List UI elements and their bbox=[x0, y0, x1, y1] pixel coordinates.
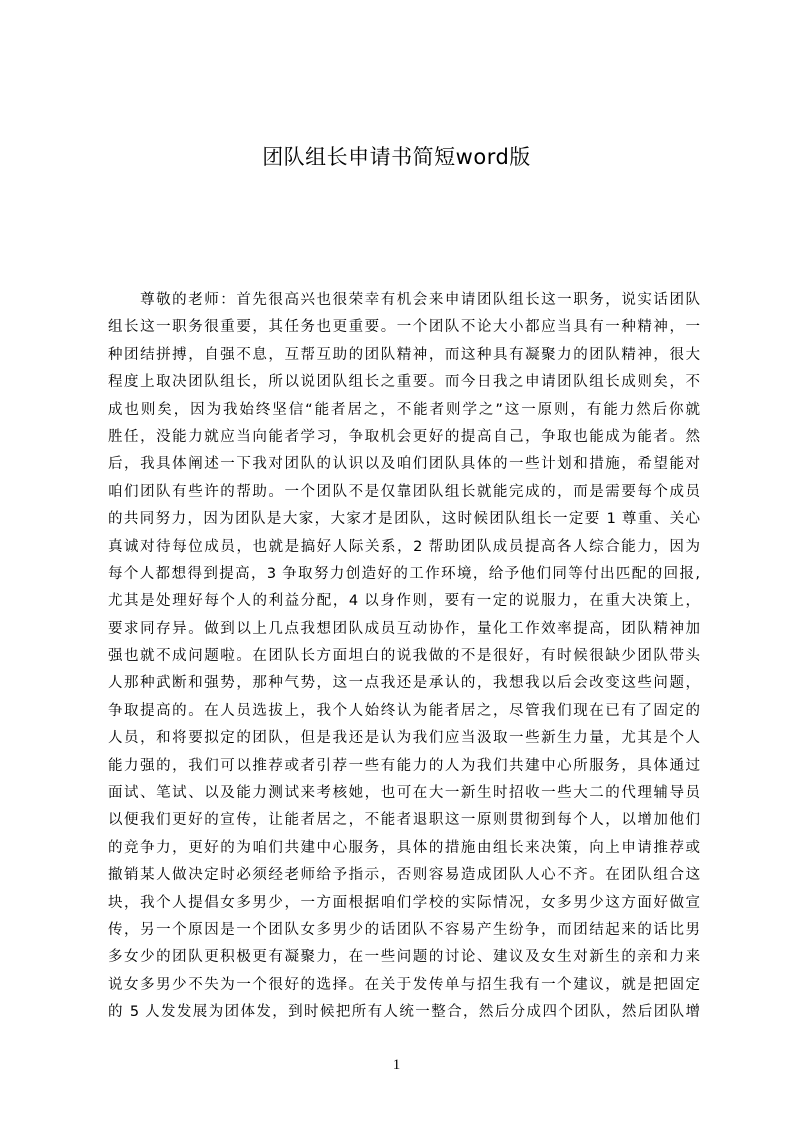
body-line: 真诚对待每位成员，也就是搞好人际关系，2 帮助团队成员提高各人综合能力，因为 bbox=[108, 538, 700, 555]
body-line: 的竞争力，更好的为咱们共建中心服务，具体的措施由组长来决策，向上申请推荐或 bbox=[108, 839, 700, 856]
body-line: 人那种武断和强势，那种气势，这一点我还是承认的，我想我以后会改变这些问题， bbox=[108, 675, 700, 692]
body-line: 程度上取决团队组长，所以说团队组长之重要。而今日我之申请团队组长成则矣，不 bbox=[108, 374, 700, 391]
body-line: 要求同存异。做到以上几点我想团队成员互动协作，量化工作效率提高，团队精神加 bbox=[108, 620, 700, 637]
body-line: 尤其是处理好每个人的利益分配，4 以身作则，要有一定的说服力，在重大决策上， bbox=[108, 593, 700, 610]
body-line: 后，我具体阐述一下我对团队的认识以及咱们团队具体的一些计划和措施，希望能对 bbox=[108, 456, 700, 473]
body-line: 强也就不成问题啦。在团队长方面坦白的说我做的不是很好，有时候很缺少团队带头 bbox=[108, 648, 700, 665]
body-line: 撤销某人做决定时必须经老师给予指示，否则容易造成团队人心不齐。在团队组合这 bbox=[108, 867, 700, 884]
body-line: 传，另一个原因是一个团队女多男少的话团队不容易产生纷争，而团结起来的话比男 bbox=[108, 921, 700, 938]
body-line: 每个人都想得到提高，3 争取努力创造好的工作环境，给予他们同等付出匹配的回报, bbox=[108, 565, 700, 582]
body-line: 成也则矣，因为我始终坚信“能者居之，不能者则学之”这一原则，有能力然后你就 bbox=[108, 401, 700, 418]
body-line: 咱们团队有些许的帮助。一个团队不是仅靠团队组长就能完成的，而是需要每个成员 bbox=[108, 483, 700, 500]
body-line: 人员，和将要拟定的团队，但是我还是认为我们应当汲取一些新生力量，尤其是个人 bbox=[108, 730, 700, 747]
body-line: 面试、笔试、以及能力测试来考核她，也可在大一新生时招收一些大二的代理辅导员 bbox=[108, 785, 700, 802]
body-line: 组长这一职务很重要，其任务也更重要。一个团队不论大小都应当具有一种精神，一 bbox=[108, 319, 700, 336]
body-line: 尊敬的老师：首先很高兴也很荣幸有机会来申请团队组长这一职务，说实话团队 bbox=[108, 292, 700, 308]
body-line: 争取提高的。在人员选拔上，我个人始终认为能者居之，尽管我们现在已有了固定的 bbox=[108, 702, 700, 719]
body-line: 多女少的团队更积极更有凝聚力，在一些问题的讨论、建议及女生对新生的亲和力来 bbox=[108, 949, 700, 966]
body-line: 的共同努力，因为团队是大家，大家才是团队，这时候团队组长一定要 1 尊重、关心 bbox=[108, 511, 700, 528]
body-line: 能力强的，我们可以推荐或者引荐一些有能力的人为我们共建中心所服务，具体通过 bbox=[108, 757, 700, 774]
document-title: 团队组长申请书简短word版 bbox=[262, 145, 531, 169]
page-number: 1 bbox=[392, 1057, 401, 1073]
body-line: 块，我个人提倡女多男少，一方面根据咱们学校的实际情况，女多男少这方面好做宣 bbox=[108, 894, 700, 911]
body-line: 胜任，没能力就应当向能者学习，争取机会更好的提高自己，争取也能成为能者。然 bbox=[108, 428, 700, 445]
document-body bbox=[108, 287, 700, 1027]
body-line: 以便我们更好的宣传，让能者居之，不能者退职这一原则贯彻到每个人，以增加他们 bbox=[108, 812, 700, 829]
body-line: 的 5 人发发展为团体发，到时候把所有人统一整合，然后分成四个团队，然后团队增 bbox=[108, 1004, 700, 1021]
body-line: 说女多男少不失为一个很好的选择。在关于发传单与招生我有一个建议，就是把固定 bbox=[108, 976, 700, 993]
body-line: 种团结拼搏，自强不息，互帮互助的团队精神，而这种具有凝聚力的团队精神，很大 bbox=[108, 346, 700, 363]
